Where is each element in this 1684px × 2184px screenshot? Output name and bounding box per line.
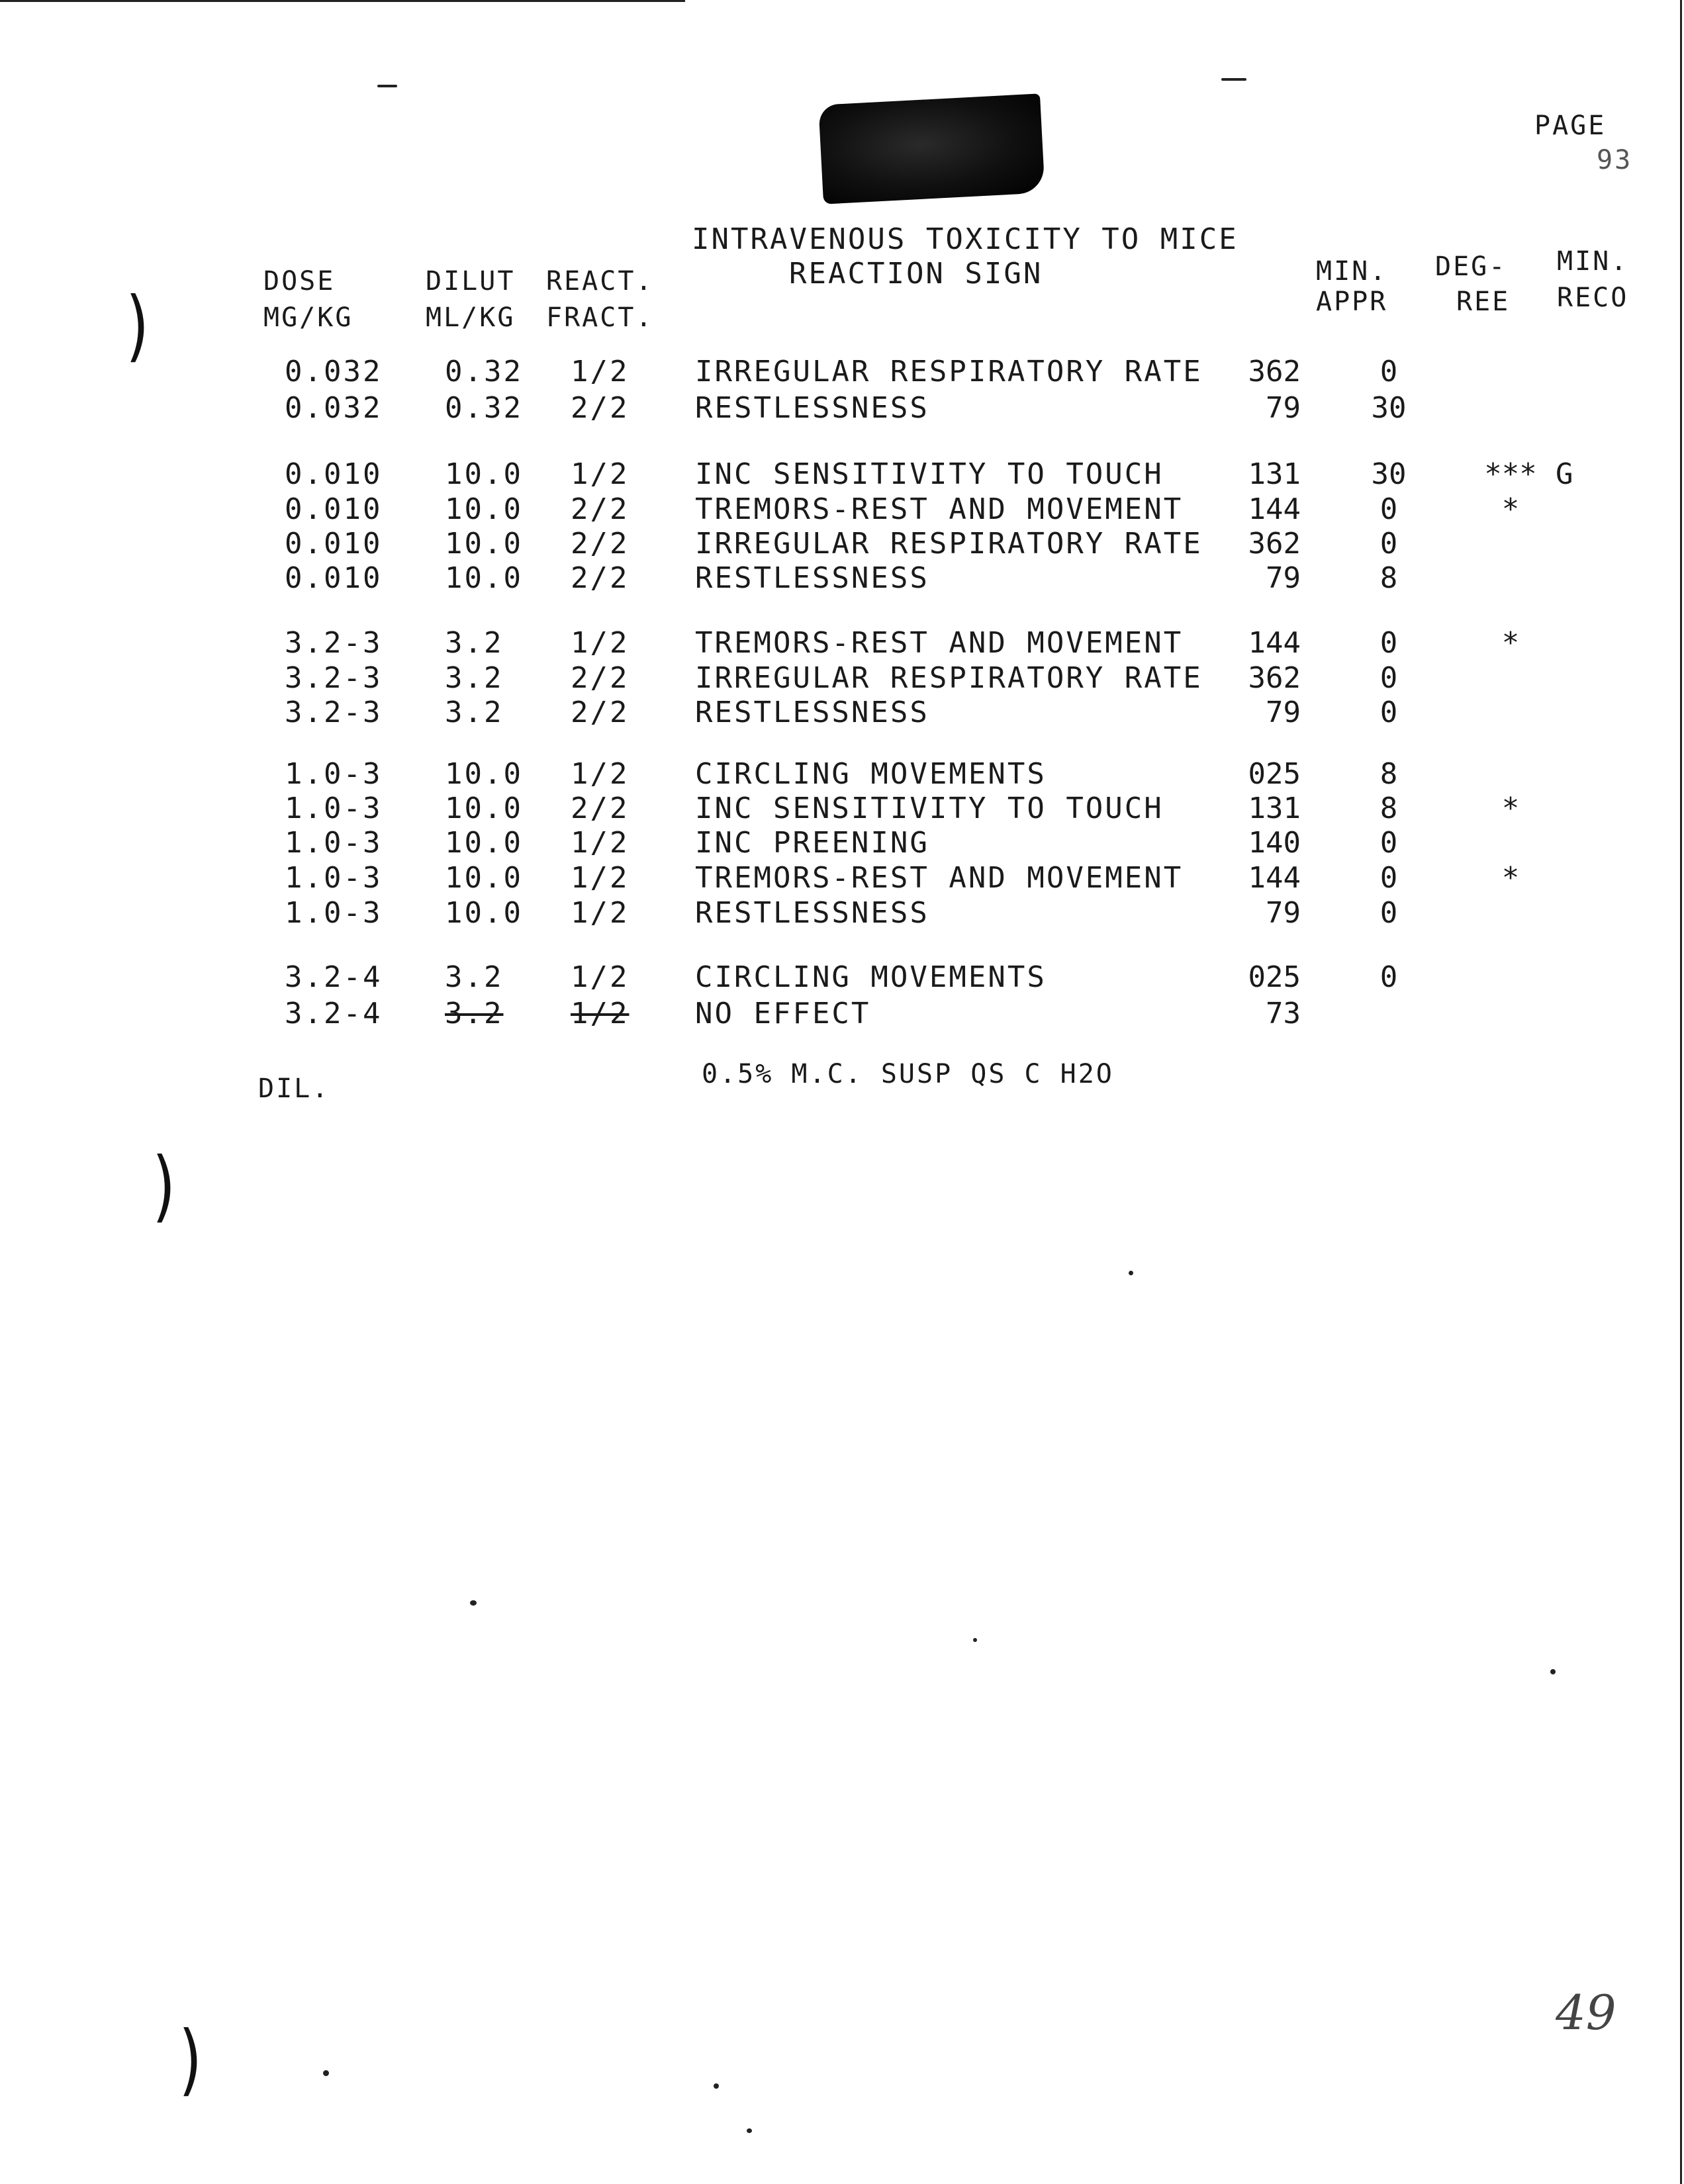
header-degree-line2: REE: [1456, 287, 1511, 317]
dilut-cell: 10.0: [445, 527, 523, 561]
fraction-cell: 2/2: [571, 661, 630, 695]
scan-speck: [1550, 1669, 1556, 1674]
reaction-sign-cell: RESTLESSNESS: [695, 561, 929, 595]
handwritten-page-number: 49: [1556, 1985, 1616, 2040]
sign-code-cell: 362: [1248, 527, 1301, 561]
dose-cell: 0.032: [285, 391, 383, 425]
min-appr-cell: 0: [1380, 626, 1398, 660]
dilut-cell: 10.0: [445, 861, 523, 895]
reaction-sign-cell: INC SENSITIVITY TO TOUCH: [695, 792, 1164, 825]
reaction-sign-cell: CIRCLING MOVEMENTS: [695, 960, 1047, 994]
scan-speck: [714, 2083, 719, 2089]
dose-cell: 1.0-3: [285, 861, 383, 895]
reaction-sign-cell: RESTLESSNESS: [695, 696, 929, 729]
dose-cell: 3.2-4: [285, 997, 383, 1030]
header-min-appr-line2: APPR: [1316, 287, 1388, 317]
dose-cell: 0.032: [285, 355, 383, 388]
header-min-appr-line1: MIN.: [1316, 256, 1388, 287]
sign-code-cell: 79: [1266, 561, 1301, 595]
fraction-cell: 1/2: [571, 826, 630, 860]
scan-speck: [323, 2070, 329, 2076]
dilut-cell: 10.0: [445, 896, 523, 930]
min-appr-cell: 30: [1371, 391, 1407, 425]
header-react-line1: REACT.: [546, 266, 654, 296]
header-react-line2: FRACT.: [546, 302, 654, 333]
dilut-cell: 3.2: [445, 696, 504, 729]
min-appr-cell: 8: [1380, 757, 1398, 791]
dilut-cell: 10.0: [445, 457, 523, 491]
reaction-sign-cell: TREMORS-REST AND MOVEMENT: [695, 861, 1184, 895]
fraction-cell: 1/2: [571, 457, 630, 491]
min-reco-cell: G: [1556, 457, 1575, 491]
dilut-cell: 10.0: [445, 826, 523, 860]
scan-speck: [973, 1638, 977, 1642]
dose-cell: 0.010: [285, 492, 383, 526]
sign-code-cell: 144: [1248, 861, 1301, 895]
scan-mark: [377, 85, 397, 87]
header-dilut-line2: ML/KG: [426, 302, 516, 333]
scan-right-edge-line: [1680, 0, 1682, 2184]
fraction-cell: 1/2: [571, 896, 630, 930]
reaction-sign-cell: TREMORS-REST AND MOVEMENT: [695, 492, 1184, 526]
header-dose-line1: DOSE: [263, 266, 336, 296]
fraction-cell: 1/2: [571, 757, 630, 791]
dose-cell: 1.0-3: [285, 896, 383, 930]
dilut-cell: 3.2: [445, 997, 504, 1030]
fraction-cell: 2/2: [571, 792, 630, 825]
header-dilut-line1: DILUT: [426, 266, 516, 296]
reaction-sign-cell: RESTLESSNESS: [695, 896, 929, 930]
min-appr-cell: 0: [1380, 960, 1398, 994]
punch-hole-mark: ): [126, 281, 150, 371]
dose-cell: 0.010: [285, 527, 383, 561]
reaction-sign-cell: IRREGULAR RESPIRATORY RATE: [695, 355, 1203, 388]
dilut-cell: 3.2: [445, 661, 504, 695]
dose-cell: 0.010: [285, 457, 383, 491]
scan-speck: [470, 1600, 477, 1606]
reaction-sign-cell: IRREGULAR RESPIRATORY RATE: [695, 527, 1203, 561]
punch-hole-mark: ): [179, 2015, 203, 2105]
dose-cell: 3.2-3: [285, 661, 383, 695]
sign-code-cell: 79: [1266, 696, 1301, 729]
min-appr-cell: 0: [1380, 896, 1398, 930]
scan-mark: [1221, 78, 1246, 81]
diluent-label: DIL.: [258, 1073, 330, 1104]
fraction-cell: 1/2: [571, 997, 630, 1030]
header-reaction-sign: REACTION SIGN: [789, 257, 1043, 291]
report-title: INTRAVENOUS TOXICITY TO MICE: [692, 222, 1239, 256]
sign-code-cell: 79: [1266, 896, 1301, 930]
degree-cell: *: [1501, 492, 1520, 526]
page-number: 93: [1597, 145, 1633, 175]
degree-cell: *: [1501, 792, 1520, 825]
sign-code-cell: 025: [1248, 757, 1301, 791]
degree-cell: ***: [1484, 457, 1537, 491]
min-appr-cell: 8: [1380, 792, 1398, 825]
sign-code-cell: 025: [1248, 960, 1301, 994]
sign-code-cell: 144: [1248, 492, 1301, 526]
reaction-sign-cell: CIRCLING MOVEMENTS: [695, 757, 1047, 791]
sign-code-cell: 79: [1266, 391, 1301, 425]
dilut-cell: 10.0: [445, 561, 523, 595]
fraction-cell: 2/2: [571, 391, 630, 425]
header-degree-line1: DEG-: [1435, 251, 1507, 282]
redaction-block: [818, 93, 1045, 204]
reaction-sign-cell: INC SENSITIVITY TO TOUCH: [695, 457, 1164, 491]
fraction-cell: 1/2: [571, 960, 630, 994]
header-min-reco-line2: RECO: [1557, 283, 1629, 313]
sign-code-cell: 131: [1248, 457, 1301, 491]
reaction-sign-cell: IRREGULAR RESPIRATORY RATE: [695, 661, 1203, 695]
degree-cell: *: [1501, 861, 1520, 895]
min-appr-cell: 0: [1380, 696, 1398, 729]
fraction-cell: 1/2: [571, 626, 630, 660]
dilut-cell: 3.2: [445, 960, 504, 994]
min-appr-cell: 0: [1380, 492, 1398, 526]
dilut-cell: 10.0: [445, 757, 523, 791]
header-dose-line2: MG/KG: [263, 302, 353, 333]
page-label: PAGE: [1534, 111, 1607, 141]
min-appr-cell: 30: [1371, 457, 1407, 491]
min-appr-cell: 8: [1380, 561, 1398, 595]
sign-code-cell: 362: [1248, 661, 1301, 695]
dose-cell: 3.2-3: [285, 696, 383, 729]
reaction-sign-cell: INC PREENING: [695, 826, 929, 860]
scan-speck: [1129, 1271, 1133, 1275]
reaction-sign-cell: RESTLESSNESS: [695, 391, 929, 425]
min-appr-cell: 0: [1380, 861, 1398, 895]
sign-code-cell: 140: [1248, 826, 1301, 860]
min-appr-cell: 0: [1380, 661, 1398, 695]
dose-cell: 1.0-3: [285, 792, 383, 825]
fraction-cell: 2/2: [571, 492, 630, 526]
diluent-value: 0.5% M.C. SUSP QS C H2O: [702, 1059, 1114, 1089]
fraction-cell: 2/2: [571, 527, 630, 561]
fraction-cell: 2/2: [571, 696, 630, 729]
min-appr-cell: 0: [1380, 355, 1398, 388]
dilut-cell: 0.32: [445, 355, 523, 388]
scan-top-edge-line: [0, 0, 685, 2]
dilut-cell: 3.2: [445, 626, 504, 660]
dose-cell: 1.0-3: [285, 826, 383, 860]
header-min-reco-line1: MIN.: [1557, 246, 1629, 277]
dilut-cell: 0.32: [445, 391, 523, 425]
reaction-sign-cell: TREMORS-REST AND MOVEMENT: [695, 626, 1184, 660]
dilut-cell: 10.0: [445, 492, 523, 526]
fraction-cell: 2/2: [571, 561, 630, 595]
min-appr-cell: 0: [1380, 527, 1398, 561]
fraction-cell: 1/2: [571, 355, 630, 388]
dose-cell: 0.010: [285, 561, 383, 595]
degree-cell: *: [1501, 626, 1520, 660]
dose-cell: 3.2-4: [285, 960, 383, 994]
scan-speck: [747, 2128, 752, 2133]
sign-code-cell: 131: [1248, 792, 1301, 825]
dilut-cell: 10.0: [445, 792, 523, 825]
sign-code-cell: 362: [1248, 355, 1301, 388]
reaction-sign-cell: NO EFFECT: [695, 997, 871, 1030]
min-appr-cell: 0: [1380, 826, 1398, 860]
sign-code-cell: 144: [1248, 626, 1301, 660]
punch-hole-mark: ): [152, 1141, 176, 1232]
sign-code-cell: 73: [1266, 997, 1301, 1030]
dose-cell: 3.2-3: [285, 626, 383, 660]
fraction-cell: 1/2: [571, 861, 630, 895]
dose-cell: 1.0-3: [285, 757, 383, 791]
